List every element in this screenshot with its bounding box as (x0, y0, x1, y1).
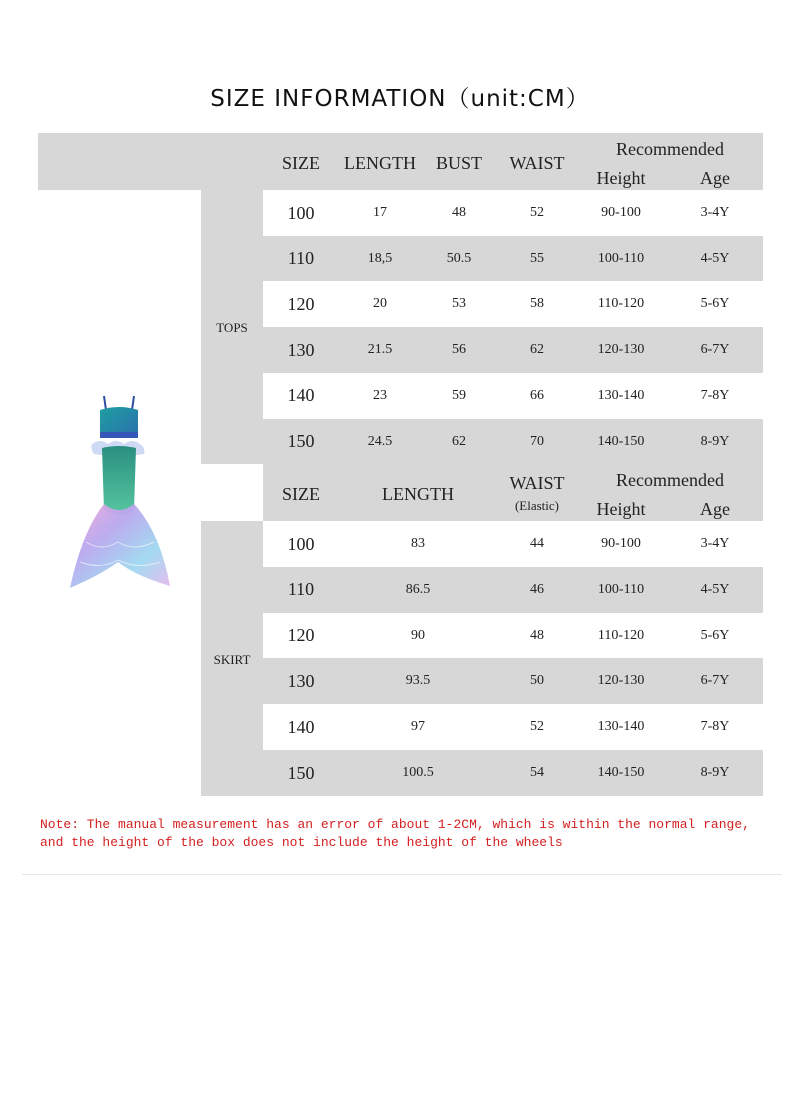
skirt-header-length: LENGTH (382, 483, 454, 504)
tops-cell-waist: 66 (530, 387, 544, 403)
tops-section-label: TOPS (216, 320, 248, 335)
tops-cell-bust: 53 (452, 296, 466, 312)
tops-cell-waist: 70 (530, 433, 544, 449)
skirt-cell-age: 6-7Y (700, 673, 730, 689)
tops-cell-height: 100-110 (597, 250, 645, 266)
skirt-cell-height: 130-140 (597, 719, 645, 735)
skirt-cell-height: 90-100 (601, 536, 641, 551)
skirt-section-label: SKIRT (213, 652, 251, 667)
tops-cell-waist: 62 (530, 342, 544, 358)
tops-cell-length: 20 (373, 296, 387, 312)
skirt-cell-size: 140 (287, 716, 315, 737)
skirt-header-age: Age (700, 498, 730, 519)
tops-cell-bust: 48 (452, 205, 466, 220)
tops-cell-height: 130-140 (597, 387, 645, 403)
skirt-cell-age: 8-9Y (700, 765, 730, 780)
tops-header-size: SIZE (282, 152, 320, 173)
tops-cell-bust: 50.5 (446, 250, 472, 266)
skirt-cell-height: 110-120 (597, 627, 645, 643)
tops-cell-age: 4-5Y (700, 250, 730, 266)
skirt-cell-size: 120 (287, 625, 315, 646)
skirt-cell-age: 4-5Y (700, 581, 730, 597)
skirt-cell-size: 110 (287, 579, 315, 600)
tops-cell-age: 8-9Y (700, 433, 730, 449)
skirt-cell-waist: 48 (530, 627, 544, 643)
skirt-cell-age: 7-8Y (700, 719, 730, 735)
skirt-header-waist: WAIST (509, 472, 565, 493)
tops-cell-height: 90-100 (601, 205, 641, 220)
tops-cell-waist: 55 (530, 250, 544, 266)
tops-cell-size: 130 (287, 339, 315, 360)
tops-cell-size: 150 (287, 431, 315, 451)
skirt-cell-waist: 44 (530, 536, 544, 551)
tops-cell-height: 110-120 (597, 296, 645, 312)
tops-cell-age: 3-4Y (700, 205, 730, 220)
tops-cell-length: 23 (373, 387, 387, 403)
tops-cell-length: 24.5 (367, 433, 393, 449)
page-title: SIZE INFORMATION（unit:CM） (210, 86, 590, 112)
tops-cell-size: 110 (287, 248, 315, 269)
tops-cell-age: 7-8Y (700, 387, 730, 403)
skirt-cell-length: 83 (411, 536, 425, 551)
tops-cell-height: 140-150 (597, 433, 645, 449)
tops-cell-waist: 52 (530, 205, 544, 220)
tops-cell-height: 120-130 (597, 342, 645, 358)
tops-cell-age: 5-6Y (700, 296, 730, 312)
tops-header-height: Height (596, 167, 646, 188)
skirt-cell-length: 100.5 (402, 765, 434, 780)
skirt-cell-height: 140-150 (597, 765, 645, 780)
skirt-cell-waist: 46 (530, 581, 544, 597)
skirt-cell-age: 5-6Y (700, 627, 730, 643)
tops-cell-size: 100 (287, 202, 315, 223)
skirt-header-size: SIZE (282, 483, 320, 504)
tops-header-bust: BUST (435, 152, 482, 173)
skirt-cell-waist: 50 (530, 673, 544, 689)
tops-cell-bust: 59 (452, 387, 466, 403)
skirt-cell-length: 93.5 (405, 673, 431, 689)
skirt-cell-length: 90 (411, 627, 425, 643)
skirt-cell-height: 120-130 (597, 673, 645, 689)
tops-cell-bust: 56 (452, 342, 466, 358)
skirt-cell-length: 86.5 (405, 581, 431, 597)
tops-header-recommended: Recommended (616, 138, 724, 159)
skirt-cell-age: 3-4Y (700, 536, 730, 551)
skirt-cell-size: 150 (287, 762, 315, 783)
skirt-cell-waist: 52 (530, 719, 544, 735)
tops-cell-length: 21.5 (367, 342, 393, 358)
skirt-cell-waist: 54 (530, 765, 544, 780)
tops-cell-length: 18,5 (367, 250, 393, 266)
tops-header-waist: WAIST (509, 152, 565, 173)
skirt-header-recommended: Recommended (616, 469, 724, 490)
tops-cell-age: 6-7Y (700, 342, 730, 358)
tops-cell-bust: 62 (452, 433, 466, 449)
skirt-header-height: Height (596, 498, 646, 519)
skirt-cell-length: 97 (411, 719, 425, 735)
tops-header-length: LENGTH (344, 152, 416, 173)
measurement-note: Note: The manual measurement has an error of about 1-2CM, which is within the normal range, and the height of the box does not include the height of the wheels (40, 817, 750, 850)
mermaid-dress-image (62, 392, 178, 592)
skirt-cell-height: 100-110 (597, 581, 645, 597)
divider (22, 874, 782, 875)
tops-cell-waist: 58 (530, 296, 544, 312)
tops-header-age: Age (700, 167, 730, 188)
tops-cell-size: 140 (287, 385, 315, 406)
tops-cell-size: 120 (287, 293, 315, 314)
skirt-cell-size: 130 (287, 670, 315, 691)
skirt-cell-size: 100 (287, 533, 315, 554)
skirt-header-waist-note: (Elastic) (514, 498, 560, 513)
tops-cell-length: 17 (373, 205, 387, 220)
